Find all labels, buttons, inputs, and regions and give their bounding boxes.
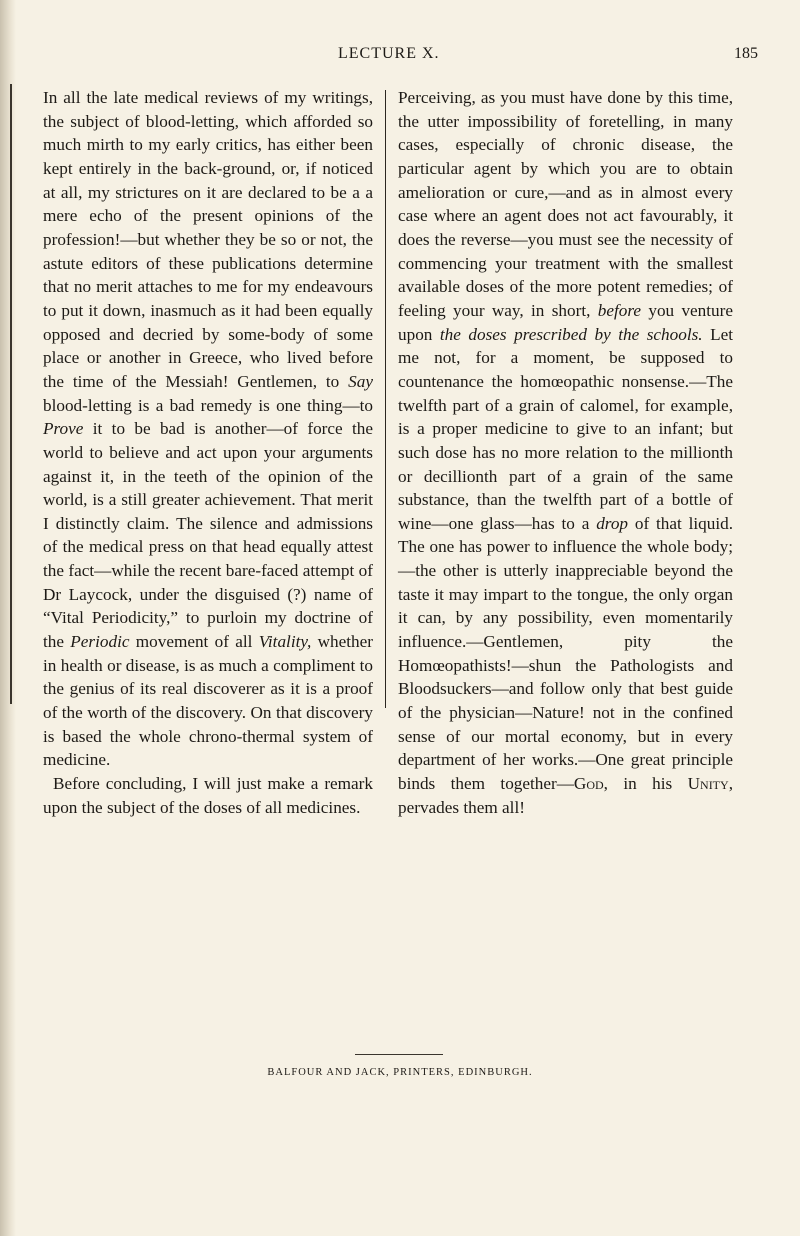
- emphasis-periodic: Periodic: [70, 632, 130, 652]
- left-paragraph-2: Before concluding, I will just make a remark upon the subject of the doses of all medicines.: [43, 774, 373, 817]
- text-run: of that liquid. The one has power to influence the whole body;—the other is utterly inappreciable beyond the taste it may impart to the tongue, the only organ it can, by any possibility, even momentarily influence.—Gentlemen, pity the Homœopathists!—shun the Pathologists and Bloodsuckers—and follow only that best guide of the physician—Nature! not in the confined sense of our mortal economy, but in every department of her works.—One great principle binds them together—: [398, 513, 733, 794]
- small-caps-unity: Unity: [687, 774, 729, 794]
- emphasis-before: before: [597, 300, 642, 320]
- text-run: movement of all: [129, 632, 259, 652]
- text-run: you venture upon: [398, 300, 733, 344]
- text-run: In all the late medical reviews of my writings, the subject of blood-letting, which afforded so much mirth to my early critics, has either been kept entirely in the back-ground, or, if noticed at all, my strictures on it are declared to be a a mere echo of the present opinions of the profession!—but whether they be so or not, the astute editors of these publications determine that no merit attaches to me for my endeavours to put it down, inasmuch as it had been equally opposed and decried by some-body of some place or another in Greece, who lived before the time of the Messiah! Gentlemen, to: [43, 88, 373, 391]
- printer-imprint: BALFOUR AND JACK, PRINTERS, EDINBURGH.: [267, 1067, 533, 1078]
- emphasis-say: Say: [348, 371, 373, 391]
- text-run: , in his: [603, 774, 688, 794]
- text-run: , pervades them all!: [398, 774, 733, 817]
- page-binding-edge: [0, 0, 16, 1236]
- text-run: Perceiving, as you must have done by this time, the utter impossibility of foretelling, in many cases, especially of chronic disease, the particular agent by which you are to obtain amelioration or cure,—and as in almost every case where an agent does not act favourably, it does the reverse—you must see the necessity of commencing your treatment with the smallest available doses of the more potent remedies; of feeling your way, in short,: [398, 88, 733, 320]
- text-run: it to be bad is another—of force the world to believe and act upon your arguments against it, in the teeth of the opinion of the world, is a still greater achievement. That merit I distinctly claim. The silence and admissions of the medical press on that head equally attest the fact—while the recent bare-faced attempt of Dr Laycock, under the disguised (?) name of “Vital Periodicity,” to purloin my doctrine of the: [43, 419, 373, 652]
- right-column: [398, 86, 733, 819]
- page-number: 185: [734, 45, 758, 62]
- emphasis-vitality: Vitality,: [258, 632, 312, 652]
- imprint-rule: [355, 1054, 443, 1055]
- small-caps-god: God: [573, 774, 604, 794]
- emphasis-prove: Prove: [43, 419, 84, 439]
- running-head: [0, 45, 800, 69]
- text-run: whether in health or disease, is as much a compliment to the genius of its real discoverer as it is a proof of the worth of the discovery. On that discovery is based the whole chrono-thermal system of medicine.: [43, 632, 374, 770]
- left-column: [43, 86, 373, 819]
- binding-rule: [10, 84, 12, 704]
- text-run: blood-letting is a bad remedy is one thing—to: [43, 395, 373, 415]
- running-head-title: LECTURE X.: [338, 45, 440, 62]
- emphasis-drop: drop: [596, 513, 629, 533]
- text-run: Let me not, for a moment, be supposed to countenance the homœopathic nonsense.—The twelfth part of a grain of calomel, for example, is a proper medicine to give to an infant; but such dose has no more relation to the millionth or decillionth part of a grain of the same substance, than the twelfth part of a bottle of wine—one glass—has to a: [398, 324, 733, 533]
- column-divider: [385, 90, 386, 708]
- emphasis-doses-prescribed: the doses prescribed by the schools.: [439, 324, 703, 344]
- left-paragraph-1: [43, 86, 373, 772]
- right-paragraph-1: [398, 86, 733, 819]
